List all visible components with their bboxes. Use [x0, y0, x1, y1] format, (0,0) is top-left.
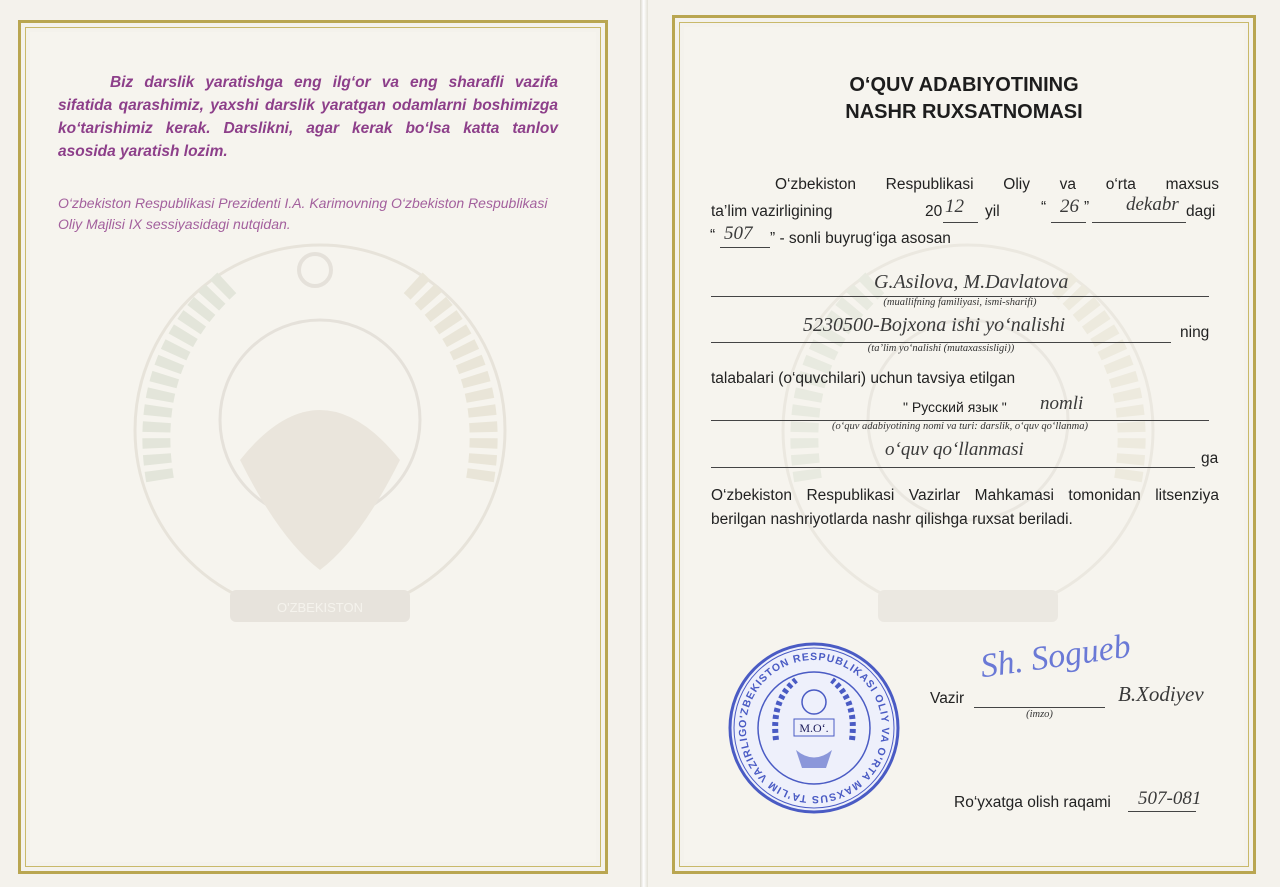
order-underline [720, 247, 770, 248]
minister-name-handwritten: B.Xodiyev [1118, 682, 1204, 706]
signature-scribble: Sh. Sogueb [978, 627, 1133, 686]
document-title [648, 72, 1280, 126]
stamp-ring-text: O'ZBEKISTON RESPUBLIKASI OLIY VA O'RTA MAXSUS TA'LIM VAZIRLIG [736, 650, 892, 806]
quote-source: O‘zbekiston Respublikasi Prezidenti I.A. Karimovning O‘zbekiston Respublikasi Oliy Majlisi IX sessiyasidagi nutqidan. [58, 195, 548, 232]
book-type-underline [711, 467, 1195, 468]
emblem-ribbon-text: O'ZBEKISTON [276, 600, 364, 615]
title-line-1: O‘QUV ADABIYOTINING [849, 74, 1079, 96]
title-line-2: NASHR RUXSATNOMASI [845, 101, 1083, 123]
order-number-handwritten: 507 [724, 223, 753, 244]
year-prefix: 20 [925, 203, 943, 220]
month-underline [1092, 222, 1186, 223]
registration-label: Ro‘yxatga olish raqami [954, 794, 1111, 811]
right-page [648, 0, 1280, 887]
year-underline [943, 222, 978, 223]
day-open-quote: “ [1041, 199, 1047, 216]
presidential-quote: Biz darslik yaratishga eng ilg‘or va eng sharafli vazifa sifatida qarashimiz, yaxshi darslik yaratgan odamlarni boshimizga ko‘tarishimiz kerak. Darslikni, agar kerak bo‘lsa katta tanlov asosida yaratish lozim. [58, 74, 558, 160]
ministry-line: O‘zbekiston Respublikasi Oliy va o‘rta maxsus [775, 176, 1219, 193]
signature-caption: (imzo) [1026, 709, 1053, 720]
authors-caption: (muallifning familiyasi, ismi-sharifi) [883, 297, 1037, 308]
book-name-handwritten: nomli [1040, 393, 1084, 414]
book-type-suffix: ga [1201, 450, 1219, 467]
dagi-suffix: dagi [1186, 203, 1216, 220]
day-close-quote: ” [1084, 199, 1090, 216]
day-handwritten: 26 [1060, 196, 1079, 217]
authors-handwritten: G.Asilova, M.Davlatova [874, 271, 1069, 293]
specialty-suffix: ning [1180, 324, 1210, 341]
specialty-caption: (ta’lim yo‘nalishi (mutaxassisligi)) [867, 343, 1015, 354]
students-line: talabalari (o‘quvchilari) uchun tavsiya etilgan [711, 370, 1016, 387]
state-emblem-watermark [100, 240, 540, 660]
vazir-label: Vazir [930, 690, 965, 707]
order-open-quote: “ [710, 227, 716, 244]
signature-underline [974, 707, 1105, 708]
registration-number-handwritten: 507-081 [1138, 788, 1202, 809]
stamp-center-text: M.O‘. [799, 721, 829, 735]
book-caption: (o‘quv adabiyotining nomi va turi: darslik, o‘quv qo‘llanma) [831, 421, 1089, 432]
official-stamp [726, 640, 902, 816]
order-text: ” - sonli buyrug‘iga asosan [770, 230, 951, 247]
ministry-line-2: ta’lim vazirligining [711, 203, 833, 220]
day-underline [1051, 222, 1086, 223]
year-label: yil [985, 203, 1000, 220]
permission-paragraph: O‘zbekiston Respublikasi Vazirlar Mahkamasi tomonidan litsenziya berilgan nashriyotlarda nashr qilishga ruxsat beriladi. [711, 487, 1219, 528]
specialty-handwritten: 5230500-Bojxona ishi yo‘nalishi [803, 314, 1066, 336]
month-handwritten: dekabr [1126, 194, 1179, 215]
book-spine [640, 0, 648, 887]
book-name-printed: " Русский язык " [903, 399, 1007, 415]
year-handwritten: 12 [945, 196, 964, 217]
registration-underline [1128, 811, 1196, 812]
book-type-handwritten: o‘quv qo‘llanmasi [885, 439, 1024, 460]
